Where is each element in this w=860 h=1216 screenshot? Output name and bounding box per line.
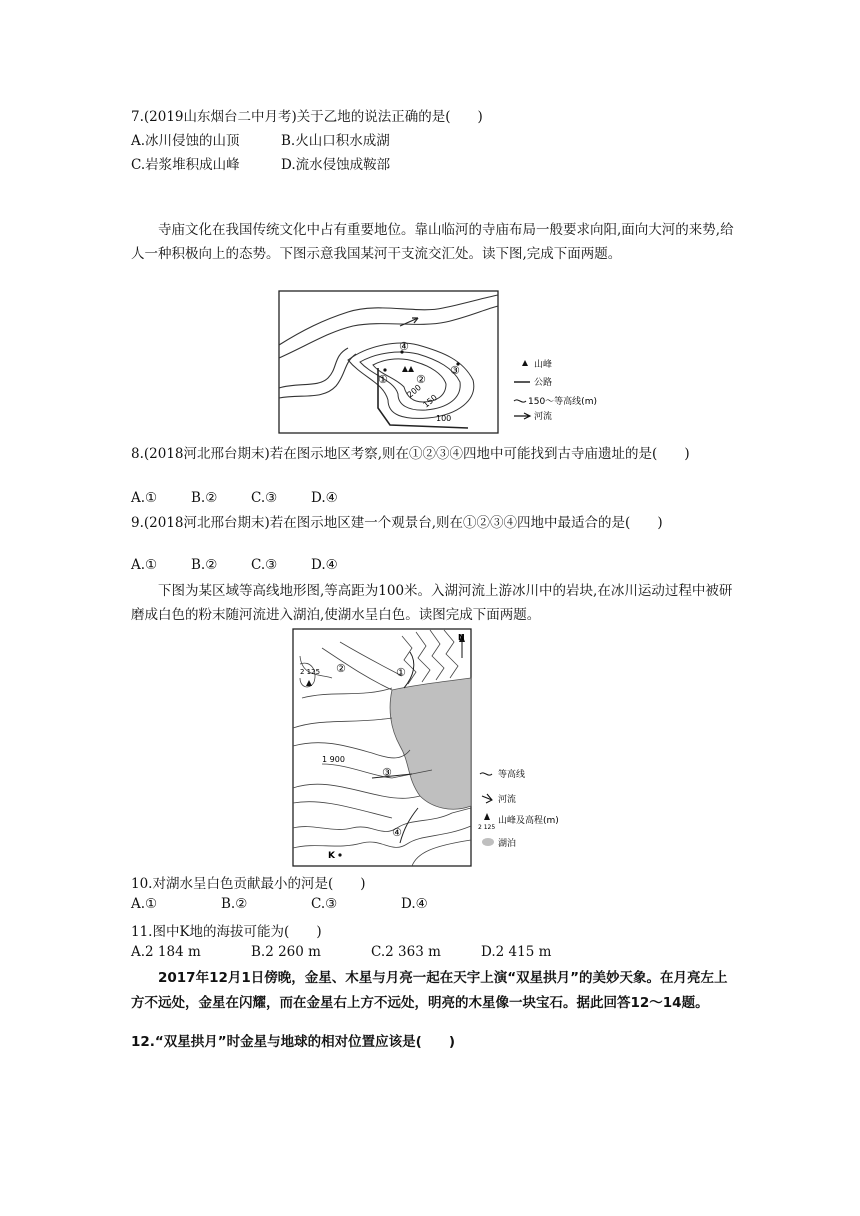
- point-1: ①: [378, 373, 388, 386]
- q9-stem: 9.(2018河北邢台期末)若在图示地区建一个观景台,则在①②③④四地中最适合的是( ): [131, 515, 663, 531]
- legend-road: 公路: [534, 378, 553, 388]
- q11-option-c: C.2 363 m: [371, 944, 441, 960]
- peak-elevation: 2 125: [300, 668, 321, 676]
- legend-peak-sub: 2 125: [478, 824, 496, 831]
- q7-option-a: A.冰川侵蚀的山顶: [131, 133, 240, 149]
- q12-stem: 12.“双星拱月”时金星与地球的相对位置应该是( ): [131, 1034, 455, 1050]
- q8-stem: 8.(2018河北邢台期末)若在图示地区考察,则在①②③④四地中可能找到古寺庙遗址的是( ): [131, 446, 690, 462]
- q11-option-b: B.2 260 m: [251, 944, 321, 960]
- legend-contour: 150～等高线(m): [528, 397, 597, 407]
- contour-label: 150: [421, 392, 439, 410]
- river-2-label: ②: [336, 662, 346, 675]
- map1-frame: [279, 291, 498, 433]
- north-label: N: [458, 633, 465, 642]
- contour-label: 200: [405, 382, 423, 400]
- peak-icon: [484, 813, 490, 820]
- point-3: ③: [450, 364, 460, 377]
- legend-peak: 山峰: [534, 360, 553, 370]
- contour-label: 100: [436, 414, 452, 423]
- q9-option-c: C.③: [251, 557, 278, 573]
- contour-value: 1 900: [322, 755, 345, 764]
- point-2: ②: [416, 373, 426, 386]
- river-icon: [514, 413, 530, 419]
- q7-option-c: C.岩浆堆积成山峰: [131, 157, 240, 173]
- q9-option-d: D.④: [311, 557, 338, 573]
- q11-stem: 11.图中K地的海拔可能为( ): [131, 924, 322, 940]
- passage-temple: 寺庙文化在我国传统文化中占有重要地位。靠山临河的寺庙布局一般要求向阳,面向大河的来势,给人一种积极向上的态势。下图示意我国某河干支流交汇处。读下图,完成下面两题。: [131, 222, 734, 262]
- legend-peak: 山峰及高程(m): [498, 816, 559, 826]
- q10-stem: 10.对湖水呈白色贡献最小的河是( ): [131, 876, 366, 892]
- lake-icon: [482, 838, 494, 846]
- q10-option-b: B.②: [221, 896, 248, 912]
- river-4-label: ④: [392, 826, 402, 839]
- legend-lake: 湖泊: [498, 839, 517, 849]
- q7-stem: 7.(2019山东烟台二中月考)关于乙地的说法正确的是( ): [131, 109, 483, 125]
- passage-astronomy: 2017年12月1日傍晚，金星、木星与月亮一起在天宇上演“双星拱月”的美妙天象。在月亮左上方不远处，金星在闪耀，而在金星右上方不远处，明亮的木星像一块宝石。据此回答12～14题。: [131, 970, 728, 1011]
- legend-river: 河流: [534, 412, 553, 422]
- q7-option-d: D.流水侵蚀成鞍部: [281, 157, 391, 173]
- q8-option-b: B.②: [191, 490, 218, 506]
- q11-option-a: A.2 184 m: [131, 944, 201, 960]
- q11-option-d: D.2 415 m: [481, 944, 552, 960]
- q8-option-c: C.③: [251, 490, 278, 506]
- river-icon: [482, 794, 492, 803]
- q10-option-d: D.④: [401, 896, 428, 912]
- legend-river: 河流: [498, 795, 517, 805]
- peak-icon: [522, 360, 528, 366]
- q8-option-d: D.④: [311, 490, 338, 506]
- q10-option-c: C.③: [311, 896, 338, 912]
- river-1-label: ①: [396, 666, 406, 679]
- river-confluence-map: [278, 290, 597, 435]
- passage-glacier: 下图为某区域等高线地形图,等高距为100米。入湖河流上游冰川中的岩块,在冰川运动过程中被研磨成白色的粉末随河流进入湖泊,使湖水呈白色。读图完成下面两题。: [131, 583, 733, 623]
- q10-option-a: A.①: [131, 896, 158, 912]
- contour-icon: [514, 400, 526, 402]
- q9-option-a: A.①: [131, 557, 158, 573]
- contour-icon: [480, 773, 492, 775]
- point-4: ④: [399, 340, 409, 353]
- glacier-lake-map: [292, 628, 562, 868]
- q8-option-a: A.①: [131, 490, 158, 506]
- legend-contour: 等高线: [498, 770, 526, 780]
- point-k: [338, 853, 341, 856]
- q7-option-b: B.火山口积水成湖: [281, 133, 390, 149]
- q9-option-b: B.②: [191, 557, 218, 573]
- point-k-label: K: [328, 851, 335, 861]
- river-3-label: ③: [382, 766, 392, 779]
